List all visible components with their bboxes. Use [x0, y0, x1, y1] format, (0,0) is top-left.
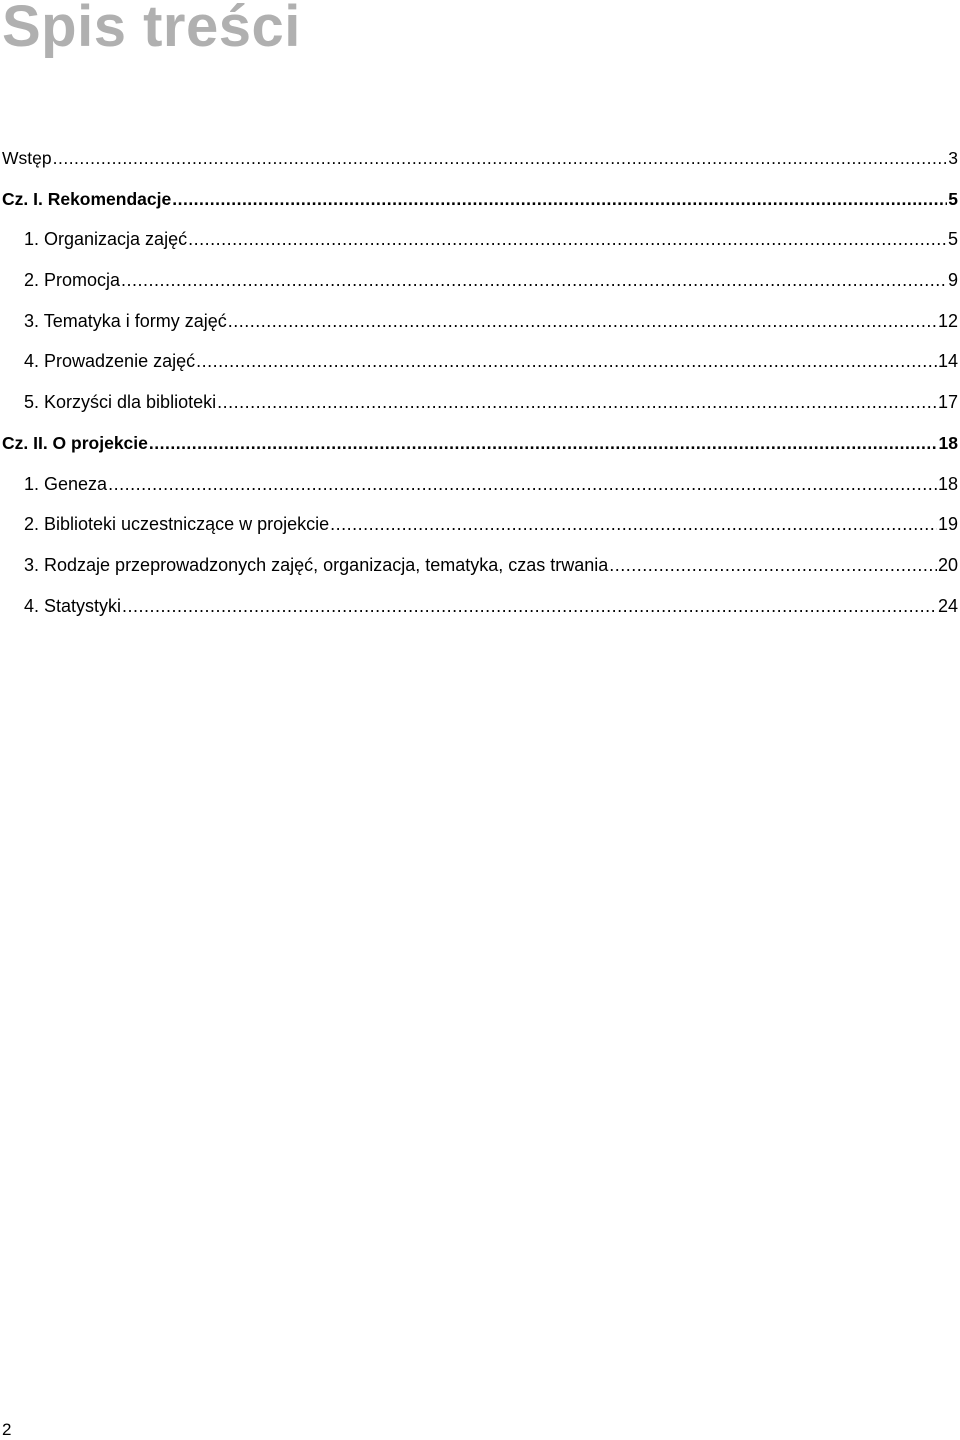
toc-dot-leader: [149, 431, 938, 455]
toc-entry-text: 4. Prowadzenie zajęć: [24, 351, 196, 372]
toc-entry[interactable]: [2, 594, 958, 635]
toc-entry[interactable]: [2, 512, 958, 553]
toc-entry-page: 18: [938, 432, 958, 453]
toc-entry-text: 3. Rodzaje przeprowadzonych zajęć, organizacja, tematyka, czas trwania: [24, 554, 609, 575]
toc-dot-leader: [188, 227, 947, 251]
toc-entry-page: 5: [948, 188, 958, 209]
toc-entry-text: 3. Tematyka i formy zajęć: [24, 310, 227, 331]
toc-dot-leader: [228, 309, 937, 333]
toc-entry[interactable]: [2, 309, 958, 350]
toc-entry-page: 9: [947, 270, 958, 291]
toc-entry-text: 5. Korzyści dla biblioteki: [24, 392, 217, 413]
page-number: 2: [2, 1420, 12, 1439]
toc-entry-text: Cz. I. Rekomendacje: [2, 188, 172, 209]
table-of-contents: [2, 146, 958, 634]
toc-dot-leader: [121, 268, 947, 292]
toc-entry[interactable]: [2, 187, 958, 228]
toc-entry-text: Wstęp: [2, 148, 52, 168]
toc-entry[interactable]: [2, 349, 958, 390]
toc-entry-page: 19: [937, 514, 958, 535]
toc-entry-text: 4. Statystyki: [24, 595, 122, 616]
toc-dot-leader: [196, 349, 937, 373]
toc-dot-leader: [330, 512, 937, 536]
toc-dot-leader: [108, 472, 937, 496]
toc-entry-page: 24: [937, 595, 958, 616]
toc-entry-page: 12: [937, 310, 958, 331]
toc-entry-page: 5: [947, 229, 958, 250]
toc-entry[interactable]: [2, 472, 958, 513]
toc-dot-leader: [122, 594, 937, 618]
toc-entry-text: 2. Promocja: [24, 270, 121, 291]
toc-entry-page: 17: [937, 392, 958, 413]
toc-entry-text: 2. Biblioteki uczestniczące w projekcie: [24, 514, 330, 535]
toc-dot-leader: [609, 553, 937, 577]
toc-entry[interactable]: [2, 268, 958, 309]
toc-entry[interactable]: [2, 553, 958, 594]
toc-entry[interactable]: [2, 146, 958, 187]
toc-entry[interactable]: [2, 431, 958, 472]
toc-dot-leader: [217, 390, 937, 414]
toc-entry-text: 1. Geneza: [24, 473, 108, 494]
toc-entry-page: 20: [937, 554, 958, 575]
toc-entry-text: 1. Organizacja zajęć: [24, 229, 188, 250]
toc-entry-page: 3: [948, 148, 958, 168]
toc-dot-leader: [53, 146, 948, 170]
toc-entry[interactable]: [2, 227, 958, 268]
toc-entry-page: 14: [937, 351, 958, 372]
toc-dot-leader: [172, 187, 947, 211]
toc-entry-text: Cz. II. O projekcie: [2, 432, 148, 453]
page-title: Spis treści: [2, 0, 301, 59]
toc-entry-page: 18: [937, 473, 958, 494]
toc-entry[interactable]: [2, 390, 958, 431]
